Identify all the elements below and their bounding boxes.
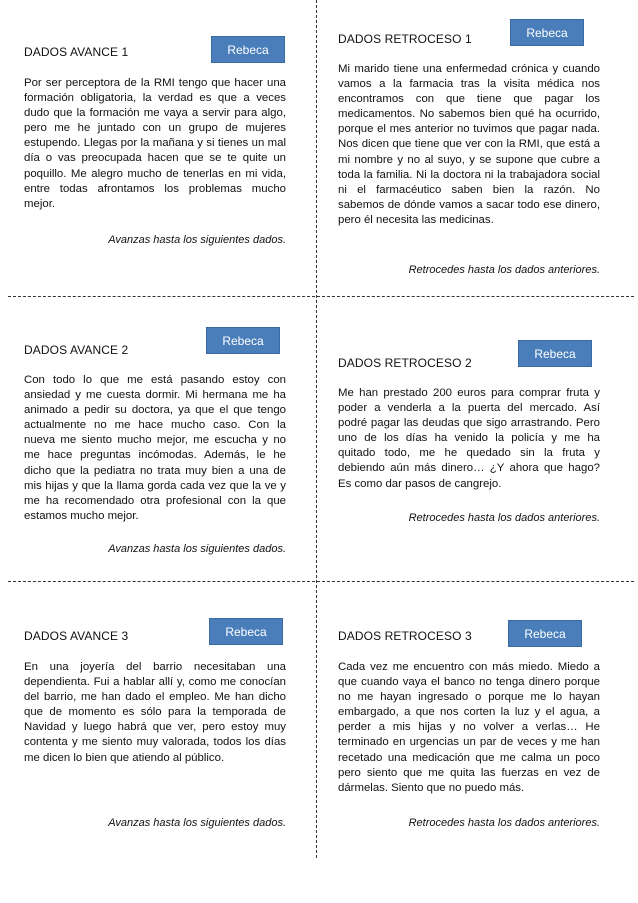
name-badge: Rebeca [518, 340, 592, 367]
name-badge: Rebeca [209, 618, 283, 645]
card-text: Me han prestado 200 euros para comprar fruta y poder a venderla a la puerta del mercado. Así podré pagar las deudas que sigo arrastrando. Pero uno de los días ha venido la policía y me ha quitado todo, me he quedado sin la fruta y debiendo aún más dinero… ¿Y ahora que hago? Es como dar pasos de cangrejo. [338, 387, 600, 490]
card-avance-1 [24, 0, 286, 296]
horizontal-cut-line [8, 296, 634, 297]
card-title: DADOS RETROCESO 1 [338, 32, 472, 46]
card-retroceso-3 [338, 583, 600, 873]
card-footer: Avanzas hasta los siguientes dados. [108, 234, 286, 246]
card-footer: Retrocedes hasta los dados anteriores. [408, 264, 600, 276]
card-text: En una joyería del barrio necesitaban una dependienta. Fui a hablar allí y, como me conocían del barrio, me han dado el empleo. Me han dicho que de momento es sólo para la temporada de Navidad y luego habrá que ver, pero estoy muy contenta y me siento muy valorada, todos los días me dicen lo bien que atiendo al público. [24, 661, 286, 764]
card-footer: Avanzas hasta los siguientes dados. [108, 543, 286, 555]
card-retroceso-2 [338, 298, 600, 581]
card-avance-2 [24, 298, 286, 581]
card-text: Con todo lo que me está pasando estoy con ansiedad y me cuesta dormir. Mi hermana me ha animado a pedir su doctora, ya que el que tengo actualmente no me hace mucho caso. Con la nueva me siento mucho mejor, me escucha y no me hace preguntas incómodas. Además, le he dicho que la pediatra no trata muy bien a una de mis hijas y que la llama gorda cada vez que la ve y me ha recomendado otra profesional con la que estamos mucho mejor. [24, 374, 286, 522]
card-retroceso-1 [338, 0, 600, 296]
card-title: DADOS RETROCESO 2 [338, 356, 472, 370]
card-footer: Avanzas hasta los siguientes dados. [108, 817, 286, 829]
card-title: DADOS AVANCE 1 [24, 45, 129, 59]
card-avance-3 [24, 583, 286, 873]
card-footer: Retrocedes hasta los dados anteriores. [408, 817, 600, 829]
card-text: Mi marido tiene una enfermedad crónica y cuando vamos a la farmacia tras la visita médica nos encontramos con que tiene que pagar los medicamentos. No sabemos bien qué ha ocurrido, porque el mes anterior no tuvimos que pagar nada. Nos dicen que tiene que ver con la RMI, que está a mi nombre y no al suyo, y se supone que cubre a toda la familia. Ni la doctora ni la trabajadora social ni el farmacéutico saben bien la razón. No sabemos de dónde vamos a sacar todo ese dinero, pero él necesita las medicinas. [338, 63, 600, 226]
name-badge: Rebeca [211, 36, 285, 63]
name-badge: Rebeca [510, 19, 584, 46]
name-badge: Rebeca [508, 620, 582, 647]
name-badge: Rebeca [206, 327, 280, 354]
card-title: DADOS AVANCE 3 [24, 629, 129, 643]
card-footer: Retrocedes hasta los dados anteriores. [408, 512, 600, 524]
card-text: Por ser perceptora de la RMI tengo que hacer una formación obligatoria, la verdad es que a veces dudo que la formación me vaya a servir para algo, pero me he juntado con un grupo de mujeres estupendo. Llegas por la mañana y si tienes un mal día o vas preocupada hacen que se te quite un poquillo. Me alegro mucho de tenerlas en mi vida, entre todas afrontamos los problemas mucho mejor. [24, 77, 286, 210]
card-title: DADOS AVANCE 2 [24, 343, 129, 357]
horizontal-cut-line [8, 581, 634, 582]
vertical-cut-line [316, 0, 317, 858]
card-title: DADOS RETROCESO 3 [338, 629, 472, 643]
card-text: Cada vez me encuentro con más miedo. Miedo a que cuando vaya el banco no tenga dinero porque no me hayan ingresado o porque me lo hayan embargado, a que nos corten la luz y el agua, a perder a mis hijas y no volver a verlas… He terminado en urgencias un par de veces y me han recetado una medicación que me calma un poco pero siento que me quita las fuerzas en vez de dármelas. Siento que no puedo más. [338, 661, 600, 794]
